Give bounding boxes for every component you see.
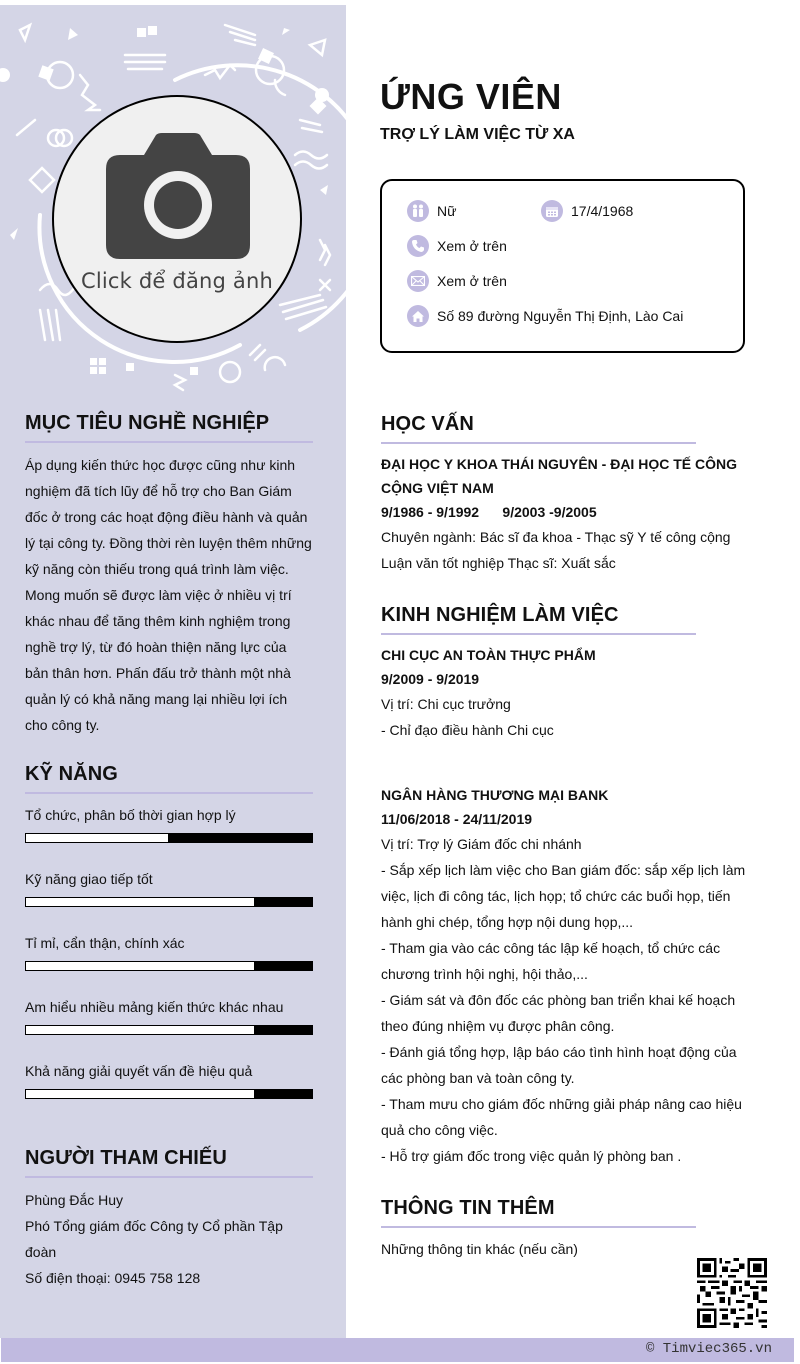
skill-fill bbox=[25, 961, 255, 971]
contact-address bbox=[407, 305, 683, 327]
job-duty: - Chỉ đạo điều hành Chi cục bbox=[381, 722, 554, 738]
reference-position: Phó Tổng giám đốc Công ty Cổ phần Tập đoàn bbox=[25, 1218, 283, 1260]
qr-code-icon bbox=[697, 1258, 767, 1328]
calendar-icon bbox=[541, 200, 563, 222]
skill-label: Am hiểu nhiều mảng kiến thức khác nhau bbox=[25, 999, 284, 1015]
job-duty: - Tham gia vào các công tác lập kế hoạch, tổ chức các chương trình hội nghị, hội thảo,... bbox=[381, 940, 721, 982]
skill-bar bbox=[25, 897, 313, 907]
contact-box bbox=[380, 179, 745, 353]
skill-label: Khả năng giải quyết vấn đề hiệu quả bbox=[25, 1063, 253, 1079]
job-position: Vị trí: Chi cục trưởng bbox=[381, 696, 511, 712]
job-duty: - Hỗ trợ giám đốc trong việc quản lý phòng ban . bbox=[381, 1148, 682, 1164]
home-icon bbox=[407, 305, 429, 327]
skill-bar bbox=[25, 1025, 313, 1035]
job-duty: - Tham mưu cho giám đốc những giải pháp nâng cao hiệu quả cho công việc. bbox=[381, 1096, 742, 1138]
gender-icon bbox=[407, 200, 429, 222]
reference-name: Phùng Đắc Huy bbox=[25, 1192, 124, 1208]
education-section bbox=[381, 413, 737, 576]
additional-section bbox=[381, 1197, 696, 1262]
experience-section bbox=[381, 604, 746, 1169]
references-title: NGƯỜI THAM CHIẾU bbox=[25, 1147, 313, 1178]
footer-copyright: © Timviec365.vn bbox=[645, 1341, 772, 1357]
skill-bar bbox=[25, 833, 313, 843]
contact-birthday bbox=[541, 200, 633, 222]
skill-fill bbox=[25, 897, 255, 907]
skills-title: KỸ NĂNG bbox=[25, 763, 313, 794]
objective-section bbox=[25, 412, 313, 738]
skill-item bbox=[25, 803, 313, 843]
education-major: Chuyên ngành: Bác sĩ đa khoa - Thạc sỹ Y tế công cộng bbox=[381, 529, 731, 545]
footer bbox=[1, 1338, 794, 1362]
job-dates: 9/2009 - 9/2019 bbox=[381, 671, 480, 687]
additional-title: THÔNG TIN THÊM bbox=[381, 1197, 696, 1228]
skill-fill bbox=[25, 1025, 255, 1035]
job-duty: - Giám sát và đôn đốc các phòng ban triển khai kế hoạch theo đúng nhiệm vụ được phân công. bbox=[381, 992, 736, 1034]
experience-title: KINH NGHIỆM LÀM VIỆC bbox=[381, 604, 696, 635]
address-value: Số 89 đường Nguyễn Thị Định, Lào Cai bbox=[437, 308, 684, 324]
avatar-zone bbox=[0, 0, 346, 395]
education-title: HỌC VẤN bbox=[381, 413, 696, 444]
gender-value: Nữ bbox=[437, 203, 457, 219]
objective-text: Áp dụng kiến thức học được cũng như kinh nghiệm đã tích lũy để hỗ trợ cho Ban Giám đốc ở trong các hoạt động điều hành và quản lý tại công ty. Đồng thời rèn luyện thêm những kỹ năng còn thiếu trong quá trình làm việc. Mong muốn sẽ được làm việc ở nhiều vị trí khác nhau để tăng thêm kinh nghiệm trong nghề trợ lý, từ đó hoàn thiện năng lực của bản thân hơn. Phấn đấu trở thành một nhà quản lý có khả năng mang lại nhiều lợi ích cho công ty. bbox=[25, 457, 312, 733]
skill-label: Kỹ năng giao tiếp tốt bbox=[25, 871, 153, 887]
mail-icon bbox=[407, 270, 429, 292]
camera-icon bbox=[104, 133, 252, 261]
skill-label: Tổ chức, phân bố thời gian hợp lý bbox=[25, 807, 236, 823]
contact-email bbox=[407, 270, 507, 292]
upload-photo-label: Click để đăng ảnh bbox=[80, 269, 274, 293]
education-thesis: Luận văn tốt nghiệp Thạc sĩ: Xuất sắc bbox=[381, 555, 616, 571]
reference-phone: Số điện thoại: 0945 758 128 bbox=[25, 1270, 201, 1286]
contact-gender bbox=[407, 200, 456, 222]
skill-fill bbox=[25, 833, 169, 843]
skill-label: Tỉ mỉ, cẩn thận, chính xác bbox=[25, 935, 185, 951]
candidate-name: ỨNG VIÊN bbox=[380, 76, 562, 117]
skill-bar bbox=[25, 1089, 313, 1099]
email-value: Xem ở trên bbox=[437, 273, 507, 289]
birthday-value: 17/4/1968 bbox=[571, 203, 634, 219]
objective-title: MỤC TIÊU NGHỀ NGHIỆP bbox=[25, 412, 313, 443]
phone-icon bbox=[407, 235, 429, 257]
skill-item bbox=[25, 1059, 313, 1099]
skill-item bbox=[25, 867, 313, 907]
job-title: TRỢ LÝ LÀM VIỆC TỪ XA bbox=[380, 126, 575, 143]
job-company: NGÂN HÀNG THƯƠNG MẠI BANK bbox=[381, 787, 609, 803]
skill-fill bbox=[25, 1089, 255, 1099]
skill-item bbox=[25, 995, 313, 1035]
skill-item bbox=[25, 931, 313, 971]
job-position: Vị trí: Trợ lý Giám đốc chi nhánh bbox=[381, 836, 582, 852]
job-entry bbox=[381, 783, 746, 1169]
skill-bar bbox=[25, 961, 313, 971]
education-school: ĐẠI HỌC Y KHOA THÁI NGUYÊN - ĐẠI HỌC TẾ CÔNG CỘNG VIỆT NAM bbox=[381, 456, 737, 496]
job-duty: - Sắp xếp lịch làm việc cho Ban giám đốc: sắp xếp lịch làm việc, lịch đi công tác, lịch họp; tổ chức các buổi họp, tiến hành ghi chép, tổng hợp nội dung họp,... bbox=[381, 862, 746, 930]
job-entry bbox=[381, 643, 696, 743]
education-dates: 9/1986 - 9/1992 9/2003 -9/2005 bbox=[381, 504, 597, 520]
job-company: CHI CỤC AN TOÀN THỰC PHẨM bbox=[381, 647, 596, 663]
job-dates: 11/06/2018 - 24/11/2019 bbox=[381, 811, 533, 827]
skills-section bbox=[25, 763, 313, 1123]
additional-text: Những thông tin khác (nếu cần) bbox=[381, 1241, 578, 1257]
contact-phone bbox=[407, 235, 507, 257]
job-duty: - Đánh giá tổng hợp, lập báo cáo tình hình hoạt động của các phòng ban và toàn công ty. bbox=[381, 1044, 737, 1086]
upload-photo-button[interactable] bbox=[52, 95, 302, 343]
phone-value: Xem ở trên bbox=[437, 238, 507, 254]
references-section bbox=[25, 1147, 313, 1291]
